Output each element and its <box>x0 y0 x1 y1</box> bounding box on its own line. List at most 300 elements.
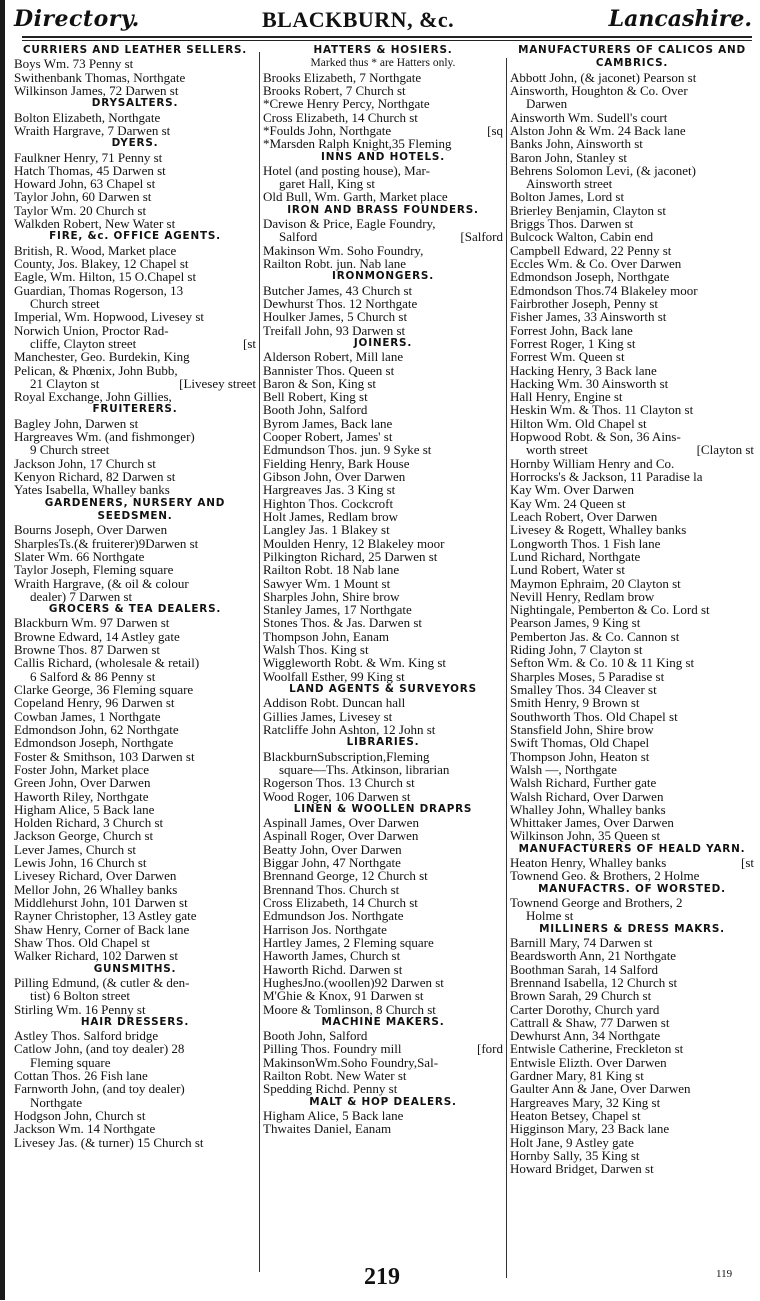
entry-continuation <box>14 443 256 456</box>
entry-text: Addison Robt. Duncan hall <box>263 695 406 711</box>
entry-text: Railton Robt. 18 Nab lane <box>263 562 400 578</box>
entry-line <box>510 670 754 683</box>
directory-entry <box>510 483 754 496</box>
entry-text: Woolfall Esther, 99 King st <box>263 668 405 684</box>
entry-line <box>14 483 256 496</box>
entry-text: Hall Henry, Engine st <box>510 389 623 405</box>
entry-text: Howard Bridget, Darwen st <box>510 1161 654 1177</box>
entry-line <box>263 430 503 443</box>
entry-text: Rayner Christopher, 13 Astley gate <box>14 908 197 924</box>
entry-line <box>263 324 503 337</box>
entry-line <box>510 403 754 416</box>
entry-line <box>14 111 256 124</box>
entry-line <box>14 936 256 949</box>
entry-text: Lund Richard, Northgate <box>510 548 641 564</box>
entry-text: Haworth Riley, Northgate <box>14 788 149 804</box>
directory-section <box>263 270 503 337</box>
entry-text: Gibson John, Over Darwen <box>263 469 406 484</box>
entry-text: Swithenbank Thomas, Northgate <box>14 69 186 85</box>
entry-text: Dewhurst Ann, 34 Northgate <box>510 1028 661 1044</box>
entry-line <box>14 816 256 829</box>
directory-entry <box>14 537 256 550</box>
directory-entry <box>510 1082 754 1095</box>
directory-entry <box>14 1003 256 1016</box>
entry-line <box>510 816 754 829</box>
entry-text: Hilton Wm. Old Chapel st <box>510 415 647 431</box>
entry-text: Cross Elizabeth, 14 Church st <box>263 109 418 125</box>
entry-text: Middlehurst John, 101 Darwen st <box>14 895 188 910</box>
entry-line <box>263 257 503 270</box>
entry-line <box>510 537 754 550</box>
entry-line <box>14 324 256 337</box>
directory-section <box>510 843 754 883</box>
entry-line <box>263 550 503 563</box>
directory-section <box>14 230 256 403</box>
entry-text: Biggar John, 47 Northgate <box>263 855 401 871</box>
entry-line <box>14 164 256 177</box>
header-rule-thick <box>22 36 752 38</box>
directory-section <box>14 497 256 604</box>
entry-line <box>510 736 754 749</box>
entry-text: Brierley Benjamin, Clayton st <box>510 202 666 218</box>
directory-entry <box>263 1003 503 1016</box>
entry-line <box>510 230 754 243</box>
directory-entry <box>263 1069 503 1082</box>
entry-line <box>263 949 503 962</box>
entry-line <box>510 616 754 629</box>
entry-text: Gardner Mary, 81 King st <box>510 1068 644 1084</box>
entry-text: Horrocks's & Jackson, 11 Paradise la <box>510 469 703 484</box>
entry-line <box>263 923 503 936</box>
entry-line <box>510 1162 754 1175</box>
entry-line <box>510 1016 754 1029</box>
directory-entry <box>14 417 256 430</box>
directory-entry <box>263 84 503 97</box>
directory-entry <box>263 124 503 137</box>
directory-entry <box>510 151 754 164</box>
entry-text: Forrest John, Back lane <box>510 322 633 338</box>
directory-entry <box>263 989 503 1002</box>
directory-entry <box>14 177 256 190</box>
entry-line <box>263 84 503 97</box>
directory-section <box>14 44 256 97</box>
directory-entry <box>263 896 503 909</box>
directory-entry <box>14 843 256 856</box>
directory-entry <box>263 190 503 203</box>
directory-entry <box>14 350 256 363</box>
entry-line <box>510 1056 754 1069</box>
directory-entry <box>263 843 503 856</box>
section-heading: IRON AND BRASS FOUNDERS. <box>287 203 479 216</box>
directory-entry <box>263 97 503 110</box>
continuation-text: Holme st <box>526 908 574 924</box>
directory-entry <box>510 217 754 230</box>
directory-entry <box>510 497 754 510</box>
directory-entry <box>263 856 503 869</box>
entry-text: Railton Robt. New Water st <box>263 1068 407 1084</box>
directory-entry <box>14 470 256 483</box>
directory-entry <box>263 217 503 244</box>
entry-line <box>510 696 754 709</box>
entry-turnover: [Salford <box>460 229 503 245</box>
directory-entry <box>263 696 503 709</box>
entry-text: Hacking Wm. 30 Ainsworth st <box>510 375 669 391</box>
entry-line <box>510 723 754 736</box>
entry-text: Astley Thos. Salford bridge <box>14 1028 159 1044</box>
entry-line <box>510 244 754 257</box>
entry-text: Fairbrother Joseph, Penny st <box>510 295 659 311</box>
directory-entry <box>510 523 754 536</box>
entry-line <box>510 430 754 443</box>
entry-line <box>263 776 503 789</box>
directory-entry <box>263 390 503 403</box>
directory-entry <box>14 364 256 391</box>
directory-entry <box>510 763 754 776</box>
entry-text: Norwich Union, Proctor Rad- <box>14 322 169 338</box>
entry-line <box>510 377 754 390</box>
directory-section <box>263 683 503 736</box>
entry-line <box>510 217 754 230</box>
entry-text: MakinsonWm.Soho Foundry,Sal- <box>263 1054 439 1070</box>
directory-entry <box>263 523 503 536</box>
directory-entry <box>263 1122 503 1135</box>
entry-text: Blackburn Wm. 97 Darwen st <box>14 615 170 631</box>
entry-text: Edmundson Jos. Northgate <box>263 908 404 924</box>
directory-entry <box>510 190 754 203</box>
entry-text: *Crewe Henry Percy, Northgate <box>263 96 430 112</box>
entry-line <box>510 1096 754 1109</box>
directory-entry <box>510 750 754 763</box>
directory-entry <box>510 457 754 470</box>
entry-text: Walkden Robert, New Water st <box>14 216 176 232</box>
entry-text: Pelican, & Phœnix, John Bubb, <box>14 362 178 378</box>
entry-text: Walker Richard, 102 Darwen st <box>14 948 178 964</box>
entry-line <box>510 483 754 496</box>
entry-text: Swift Thomas, Old Chapel <box>510 735 650 751</box>
entry-line <box>263 723 503 736</box>
entry-line <box>263 417 503 430</box>
directory-entry <box>263 656 503 669</box>
entry-line <box>263 1109 503 1122</box>
directory-section <box>263 204 503 271</box>
entry-text: Eccles Wm. & Co. Over Darwen <box>510 256 682 271</box>
entry-line <box>510 776 754 789</box>
entry-line <box>14 630 256 643</box>
entry-text: Walsh Richard, Over Darwen <box>510 788 664 804</box>
entry-text: Haworth Richd. Darwen st <box>263 961 403 977</box>
entry-text: Copeland Henry, 96 Darwen st <box>14 695 175 711</box>
directory-entry <box>510 1162 754 1175</box>
entry-text: Edmundson Thos. jun. 9 Syke st <box>263 442 432 458</box>
entry-line <box>510 656 754 669</box>
entry-text: Highton Thos. Cockcroft <box>263 495 394 511</box>
directory-entry <box>263 443 503 456</box>
entry-line <box>14 643 256 656</box>
directory-entry <box>510 616 754 629</box>
directory-entry <box>510 1056 754 1069</box>
directory-entry <box>14 164 256 177</box>
section-heading: GROCERS & TEA DEALERS. <box>48 603 222 616</box>
entry-line <box>510 630 754 643</box>
entry-text: Alderson Robert, Mill lane <box>263 349 404 365</box>
directory-entry <box>510 417 754 430</box>
entry-line <box>510 497 754 510</box>
continuation-text: square—Ths. Atkinson, librarian <box>279 761 450 777</box>
directory-entry <box>263 537 503 550</box>
entry-text: Whalley John, Whalley banks <box>510 801 666 817</box>
entry-text: Wiggleworth Robt. & Wm. King st <box>263 655 447 671</box>
entry-text: Harrison Jos. Northgate <box>263 921 387 937</box>
directory-entry <box>14 976 256 1003</box>
entry-line <box>510 1042 754 1055</box>
entry-text: Hopwood Robt. & Son, 36 Ains- <box>510 429 681 445</box>
directory-section <box>510 44 754 843</box>
continuation-text: Ainsworth street <box>526 176 613 192</box>
directory-entry <box>510 949 754 962</box>
entry-text: Stirling Wm. 16 Penny st <box>14 1001 146 1017</box>
entry-line <box>263 217 503 230</box>
directory-entry <box>263 111 503 124</box>
directory-entry <box>14 310 256 323</box>
entry-text: Stanley James, 17 Northgate <box>263 602 412 618</box>
entry-line <box>263 457 503 470</box>
directory-entry <box>510 270 754 283</box>
entry-line <box>14 390 256 403</box>
directory-entry <box>510 244 754 257</box>
entry-text: Wood Roger, 106 Darwen st <box>263 788 411 804</box>
directory-entry <box>263 510 503 523</box>
entry-continuation <box>263 763 503 776</box>
entry-text: Sefton Wm. & Co. 10 & 11 King st <box>510 655 695 671</box>
directory-entry <box>510 297 754 310</box>
continuation-text: Church street <box>30 295 100 311</box>
header-rule-thin <box>22 40 752 41</box>
directory-entry <box>510 563 754 576</box>
entry-text: Fielding Henry, Bark House <box>263 455 410 471</box>
entry-text: Riding John, 7 Clayton st <box>510 642 643 658</box>
directory-entry <box>510 936 754 949</box>
entry-line <box>14 750 256 763</box>
entry-text: Slater Wm. 66 Northgate <box>14 548 145 564</box>
directory-entry <box>14 550 256 563</box>
entry-text: Hacking Henry, 3 Back lane <box>510 362 657 378</box>
entry-text: Pearson James, 9 King st <box>510 615 641 631</box>
entry-line <box>14 616 256 629</box>
entry-text: Brown Sarah, 29 Church st <box>510 988 652 1004</box>
entry-text: Livesey & Rogett, Whalley banks <box>510 522 687 538</box>
entry-line <box>14 1042 256 1055</box>
entry-text: Sharples John, Shire brow <box>263 588 400 604</box>
directory-entry <box>14 763 256 776</box>
entry-text: Smith Henry, 9 Brown st <box>510 695 640 711</box>
entry-text: Green John, Over Darwen <box>14 775 151 791</box>
continuation-text: garet Hall, King st <box>279 176 376 192</box>
entry-line <box>510 976 754 989</box>
entry-line <box>263 1056 503 1069</box>
entry-line <box>263 390 503 403</box>
entry-line <box>14 976 256 989</box>
entry-line <box>263 630 503 643</box>
entry-text: Hornby William Henry and Co. <box>510 455 675 471</box>
entry-line <box>510 1122 754 1135</box>
entry-line <box>510 550 754 563</box>
entry-line <box>510 284 754 297</box>
entry-text: Stansfield John, Shire brow <box>510 721 654 737</box>
entry-line <box>510 324 754 337</box>
entry-text: Butcher James, 43 Church st <box>263 282 413 298</box>
entry-line <box>14 350 256 363</box>
entry-line <box>510 151 754 164</box>
entry-line <box>263 790 503 803</box>
entry-text: Houlker James, 5 Church st <box>263 309 408 325</box>
directory-entry <box>510 310 754 323</box>
entry-text: SharplesTs.(& fruiterer)9Darwen st <box>14 535 199 551</box>
entry-line <box>14 883 256 896</box>
entry-line <box>263 244 503 257</box>
directory-entry <box>14 390 256 403</box>
entry-line <box>263 696 503 709</box>
entry-text: Rogerson Thos. 13 Church st <box>263 775 415 791</box>
continuation-text: Darwen <box>526 96 568 112</box>
entry-line <box>14 1122 256 1135</box>
entry-text: Moore & Tomlinson, 8 Church st <box>263 1001 436 1017</box>
directory-entry <box>263 616 503 629</box>
entry-text: Sharples Moses, 5 Paradise st <box>510 668 665 684</box>
column-3 <box>510 44 754 1176</box>
directory-entry <box>263 497 503 510</box>
directory-entry <box>510 1029 754 1042</box>
entry-line <box>510 457 754 470</box>
entry-line <box>510 949 754 962</box>
entry-text: Shaw Thos. Old Chapel st <box>14 934 150 950</box>
column-1 <box>14 44 256 1149</box>
entry-text: Cattrall & Shaw, 77 Darwen st <box>510 1014 670 1030</box>
directory-entry <box>263 603 503 616</box>
entry-text: Townend George and Brothers, 2 <box>510 895 683 910</box>
entry-line <box>14 710 256 723</box>
entry-text: Bolton James, Lord st <box>510 189 625 205</box>
directory-entry <box>510 590 754 603</box>
entry-text: Briggs Thos. Darwen st <box>510 216 634 232</box>
directory-entry <box>510 1149 754 1162</box>
entry-continuation <box>510 177 754 190</box>
directory-entry <box>510 1109 754 1122</box>
entry-continuation <box>263 177 503 190</box>
entry-line <box>263 1122 503 1135</box>
directory-entry <box>510 1069 754 1082</box>
entry-line <box>510 364 754 377</box>
entry-text: Aspinall Roger, Over Darwen <box>263 828 419 844</box>
entry-text: HughesJno.(woollen)92 Darwen st <box>263 974 444 990</box>
entry-line <box>263 310 503 323</box>
entry-line <box>14 417 256 430</box>
entry-line <box>263 1082 503 1095</box>
entry-text: Bourns Joseph, Over Darwen <box>14 522 168 538</box>
directory-entry <box>510 430 754 457</box>
entry-line <box>14 856 256 869</box>
directory-entry <box>14 949 256 962</box>
directory-entry <box>14 324 256 351</box>
directory-entry <box>14 630 256 643</box>
entry-line <box>14 550 256 563</box>
directory-entry <box>14 736 256 749</box>
directory-entry <box>510 577 754 590</box>
entry-line <box>263 829 503 842</box>
section-heading: JOINERS. <box>353 336 413 349</box>
directory-entry <box>510 284 754 297</box>
directory-entry <box>14 1042 256 1069</box>
directory-entry <box>14 696 256 709</box>
entry-text: Jackson George, Church st <box>14 828 154 844</box>
entry-text: Longworth Thos. 1 Fish lane <box>510 535 661 551</box>
entry-line <box>14 190 256 203</box>
entry-line <box>263 483 503 496</box>
entry-line <box>263 497 503 510</box>
entry-line <box>263 896 503 909</box>
entry-text: Hargreaves Wm. (and fishmonger) <box>14 429 195 445</box>
entry-text: Taylor John, 60 Darwen st <box>14 189 152 205</box>
entry-text: Ratcliffe John Ashton, 12 John st <box>263 721 436 737</box>
entry-text: Foster John, Market place <box>14 761 150 777</box>
directory-entry <box>263 364 503 377</box>
entry-line <box>263 563 503 576</box>
entry-line <box>510 1069 754 1082</box>
directory-entry <box>263 670 503 683</box>
entry-line <box>510 603 754 616</box>
directory-entry <box>14 790 256 803</box>
entry-line <box>510 270 754 283</box>
entry-text: Whittaker James, Over Darwen <box>510 815 674 831</box>
entry-line <box>14 723 256 736</box>
section-heading: GUNSMITHS. <box>93 962 177 975</box>
entry-turnover: [Livesey street <box>179 375 256 391</box>
column-2 <box>263 44 503 1136</box>
directory-entry <box>263 776 503 789</box>
entry-text: Yates Isabella, Whalley banks <box>14 482 170 498</box>
entry-line <box>263 963 503 976</box>
entry-text: Maymon Ephraim, 20 Clayton st <box>510 575 681 591</box>
running-header <box>14 4 752 38</box>
section-heading: MANUFACTURERS OF CALICOS AND CAMBRICS. <box>518 44 746 70</box>
section-heading: MACHINE MAKERS. <box>321 1015 445 1028</box>
directory-entry <box>263 923 503 936</box>
entry-text: Entwisle Catherine, Freckleton st <box>510 1041 684 1057</box>
entry-text: Baron John, Stanley st <box>510 149 627 165</box>
entry-line <box>14 776 256 789</box>
entry-text: Ainsworth, Houghton & Co. Over <box>510 82 688 98</box>
entry-line <box>510 523 754 536</box>
directory-entry <box>263 563 503 576</box>
page-edge-shadow <box>0 0 5 1300</box>
entry-line <box>510 190 754 203</box>
section-heading: DRYSALTERS. <box>91 97 179 110</box>
directory-section <box>263 1096 503 1136</box>
entry-text: Lewis John, 16 Church st <box>14 855 147 871</box>
entry-text: Brennand George, 12 Church st <box>263 868 428 884</box>
entry-continuation <box>14 297 256 310</box>
entry-text: Edmondson Thos.74 Blakeley moor <box>510 282 698 298</box>
directory-entry <box>263 257 503 270</box>
page-number: 219 <box>364 1264 400 1290</box>
entry-line <box>263 656 503 669</box>
entry-line <box>14 364 256 377</box>
directory-entry <box>510 111 754 124</box>
directory-entry <box>14 803 256 816</box>
entry-line <box>14 803 256 816</box>
entry-text: Heskin Wm. & Thos. 11 Clayton st <box>510 402 694 418</box>
continuation-text: Salford <box>279 229 318 245</box>
section-heading: FIRE, &c. OFFICE AGENTS. <box>49 230 221 243</box>
